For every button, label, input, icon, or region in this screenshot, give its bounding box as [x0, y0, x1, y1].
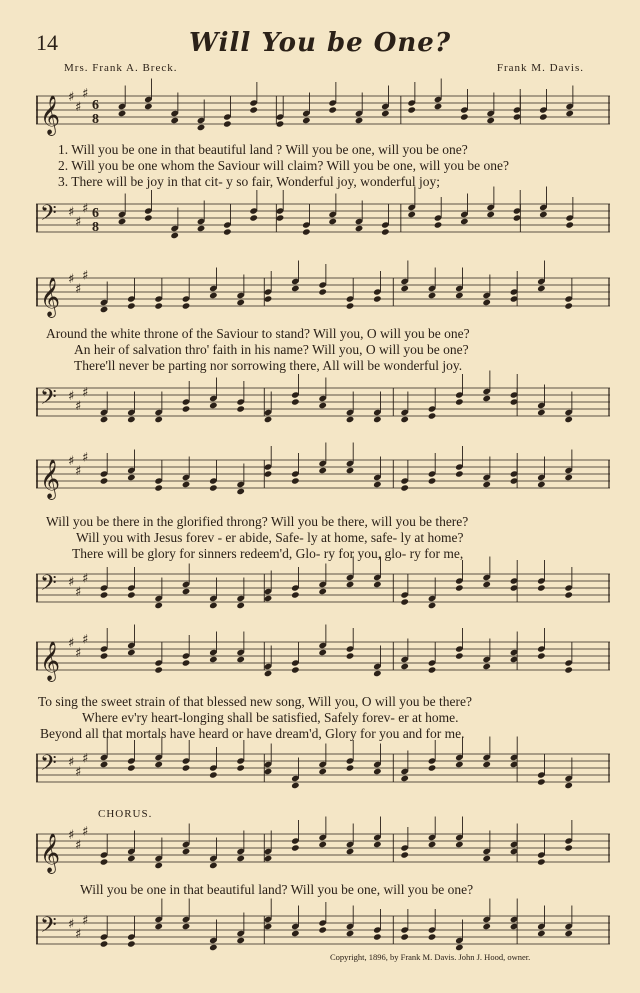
- time-signature-bottom: 8: [92, 112, 99, 127]
- sharp-icon: ♯: [82, 751, 89, 767]
- note-head: [182, 588, 191, 595]
- bass-staff: [36, 566, 612, 610]
- lyric-line-verse-1: 1. Will you be one in that beautiful land ? Will you be one, will you be one?: [58, 142, 468, 157]
- note-head: [455, 470, 464, 477]
- note-head: [346, 652, 355, 659]
- note-head: [182, 659, 191, 666]
- note-head: [302, 117, 311, 124]
- note-head: [264, 670, 273, 677]
- copyright-notice: Copyright, 1896, by Frank M. Davis. John J. Hood, owner.: [330, 952, 531, 962]
- note-head: [346, 930, 355, 937]
- note-head: [482, 581, 491, 588]
- note-head: [373, 295, 382, 302]
- note-head: [291, 477, 300, 484]
- note-head: [209, 771, 218, 778]
- treble-clef-icon: 𝄞: [40, 459, 61, 499]
- note-head: [154, 761, 163, 768]
- note-head: [400, 933, 409, 940]
- note-head: [318, 288, 327, 295]
- treble-clef-icon: 𝄞: [40, 641, 61, 681]
- note-head: [182, 764, 191, 771]
- lyric-line-verse-3: 3. There will be joy in that cit- y so fair, Wonderful joy, wonderful joy;: [58, 174, 441, 189]
- sharp-icon: ♯: [82, 632, 89, 648]
- note-head: [154, 484, 163, 491]
- sharp-icon: ♯: [68, 828, 75, 843]
- note-head: [460, 113, 469, 120]
- note-head: [346, 848, 355, 855]
- sharp-icon: ♯: [68, 917, 75, 932]
- note-head: [264, 768, 273, 775]
- note-head: [564, 782, 573, 789]
- sharp-icon: ♯: [82, 824, 89, 840]
- sharp-icon: ♯: [75, 646, 82, 661]
- note-head: [428, 477, 437, 484]
- time-signature-top: 6: [92, 206, 99, 221]
- note-head: [486, 211, 495, 218]
- note-head: [434, 221, 443, 228]
- note-head: [537, 409, 546, 416]
- note-head: [537, 481, 546, 488]
- treble-staff: [36, 268, 612, 317]
- note-head: [482, 923, 491, 930]
- lyric-line-verse-2: An heir of salvation thro' faith in his name? Will you, O will you be one?: [74, 342, 469, 357]
- note-head: [100, 761, 109, 768]
- note-head: [400, 663, 409, 670]
- note-head: [537, 778, 546, 785]
- note-head: [209, 862, 218, 869]
- note-head: [455, 292, 464, 299]
- note-head: [428, 841, 437, 848]
- sharp-icon: ♯: [68, 755, 75, 770]
- note-head: [564, 416, 573, 423]
- note-head: [482, 299, 491, 306]
- note-head: [264, 416, 273, 423]
- note-head: [264, 470, 273, 477]
- note-head: [564, 591, 573, 598]
- note-head: [236, 488, 245, 495]
- note-head: [236, 764, 245, 771]
- note-head: [455, 841, 464, 848]
- note-head: [264, 923, 273, 930]
- note-head: [236, 855, 245, 862]
- note-head: [537, 285, 546, 292]
- note-head: [264, 295, 273, 302]
- note-head: [537, 858, 546, 865]
- note-head: [455, 398, 464, 405]
- treble-clef-icon: 𝄞: [40, 95, 61, 135]
- note-head: [428, 933, 437, 940]
- note-head: [373, 581, 382, 588]
- sharp-icon: ♯: [68, 575, 75, 590]
- note-head: [291, 285, 300, 292]
- note-head: [127, 649, 136, 656]
- note-head: [428, 602, 437, 609]
- sharp-icon: ♯: [75, 399, 82, 414]
- lyric-line-verse-2: Where ev'ry heart-longing shall be satisfied, Safely forev- er at home.: [82, 710, 459, 725]
- note-head: [209, 292, 218, 299]
- bass-staff: [36, 746, 612, 790]
- note-head: [455, 584, 464, 591]
- note-head: [482, 761, 491, 768]
- note-head: [428, 292, 437, 299]
- note-head: [318, 588, 327, 595]
- music-system-3: [36, 444, 612, 604]
- note-head: [182, 848, 191, 855]
- note-head: [127, 474, 136, 481]
- note-head: [209, 602, 218, 609]
- page-number: 14: [36, 30, 58, 55]
- note-head: [209, 656, 218, 663]
- note-head: [223, 120, 232, 127]
- note-head: [236, 405, 245, 412]
- note-head: [400, 598, 409, 605]
- sharp-icon: ♯: [82, 913, 89, 929]
- note-head: [170, 232, 179, 239]
- note-head: [328, 218, 337, 225]
- note-head: [100, 306, 109, 313]
- note-head: [209, 944, 218, 951]
- note-head: [564, 474, 573, 481]
- note-head: [486, 117, 495, 124]
- note-head: [328, 106, 337, 113]
- note-head: [182, 302, 191, 309]
- note-head: [373, 416, 382, 423]
- note-head: [264, 595, 273, 602]
- note-head: [318, 926, 327, 933]
- lyricist-credit: Mrs. Frank A. Breck.: [64, 62, 178, 74]
- note-head: [346, 467, 355, 474]
- sharp-icon: ♯: [82, 201, 89, 217]
- sharp-icon: ♯: [75, 927, 82, 942]
- note-head: [355, 225, 364, 232]
- note-head: [127, 855, 136, 862]
- treble-clef-icon: 𝄞: [40, 833, 61, 873]
- note-head: [276, 120, 285, 127]
- sharp-icon: ♯: [68, 90, 75, 105]
- note-head: [291, 930, 300, 937]
- note-head: [400, 775, 409, 782]
- lyric-line-verse-1: Around the white throne of the Saviour to stand? Will you, O will you be one?: [46, 326, 470, 341]
- sharp-icon: ♯: [68, 272, 75, 287]
- note-head: [373, 481, 382, 488]
- bass-clef-icon: 𝄢: [40, 201, 57, 231]
- note-head: [400, 285, 409, 292]
- lyric-line-verse-2: Will you with Jesus forev - er abide, Safe- ly at home, safe- ly at home?: [76, 530, 464, 545]
- note-head: [428, 666, 437, 673]
- note-head: [346, 302, 355, 309]
- note-head: [564, 666, 573, 673]
- lyric-line-verse-3: Beyond all that mortals have heard or have dream'd, Glory for you and for me.: [40, 726, 465, 741]
- note-head: [455, 944, 464, 951]
- note-head: [318, 841, 327, 848]
- note-head: [236, 656, 245, 663]
- note-head: [170, 117, 179, 124]
- note-head: [482, 481, 491, 488]
- hymn-title: Will You be One?: [188, 28, 452, 58]
- note-head: [565, 221, 574, 228]
- sharp-icon: ♯: [75, 215, 82, 230]
- note-head: [100, 591, 109, 598]
- note-head: [127, 591, 136, 598]
- sharp-icon: ♯: [68, 389, 75, 404]
- note-head: [100, 477, 109, 484]
- note-head: [291, 666, 300, 673]
- note-head: [564, 844, 573, 851]
- note-head: [355, 117, 364, 124]
- note-head: [302, 228, 311, 235]
- note-head: [100, 858, 109, 865]
- sharp-icon: ♯: [82, 385, 89, 401]
- sharp-icon: ♯: [68, 205, 75, 220]
- note-head: [407, 106, 416, 113]
- note-head: [482, 663, 491, 670]
- note-head: [407, 211, 416, 218]
- note-head: [537, 930, 546, 937]
- note-head: [276, 214, 285, 221]
- treble-staff: [36, 450, 612, 499]
- note-head: [182, 405, 191, 412]
- note-head: [182, 481, 191, 488]
- note-head: [100, 940, 109, 947]
- note-head: [564, 302, 573, 309]
- music-system-chorus: [36, 818, 612, 958]
- note-head: [209, 402, 218, 409]
- note-head: [118, 110, 127, 117]
- note-head: [537, 584, 546, 591]
- music-system-2: [36, 262, 612, 422]
- composer-credit: Frank M. Davis.: [496, 62, 584, 74]
- lyric-line-chorus: Will you be one in that beautiful land? Will you be one, will you be one?: [80, 882, 474, 897]
- note-head: [144, 103, 153, 110]
- note-head: [564, 930, 573, 937]
- note-head: [154, 416, 163, 423]
- note-head: [127, 416, 136, 423]
- note-head: [154, 862, 163, 869]
- note-head: [539, 113, 548, 120]
- note-head: [537, 652, 546, 659]
- note-head: [291, 398, 300, 405]
- sharp-icon: ♯: [82, 86, 89, 102]
- note-head: [460, 218, 469, 225]
- note-head: [373, 768, 382, 775]
- note-head: [428, 764, 437, 771]
- sharp-icon: ♯: [82, 268, 89, 284]
- note-head: [455, 761, 464, 768]
- note-head: [455, 652, 464, 659]
- note-head: [318, 768, 327, 775]
- note-head: [400, 416, 409, 423]
- note-head: [373, 670, 382, 677]
- lyrics-block: [36, 882, 612, 898]
- note-head: [291, 844, 300, 851]
- note-head: [400, 484, 409, 491]
- bass-staff: [36, 196, 612, 240]
- note-head: [154, 666, 163, 673]
- note-head: [428, 412, 437, 419]
- sharp-icon: ♯: [82, 571, 89, 587]
- note-head: [381, 228, 390, 235]
- lyric-line-verse-3: There'll never be parting nor sorrowing there, All will be wonderful joy.: [74, 358, 463, 373]
- note-head: [482, 395, 491, 402]
- note-head: [154, 302, 163, 309]
- note-head: [182, 923, 191, 930]
- note-head: [318, 402, 327, 409]
- note-head: [127, 302, 136, 309]
- note-head: [144, 214, 153, 221]
- lyrics-block: [36, 326, 612, 374]
- note-head: [565, 110, 574, 117]
- music-system-1: [36, 80, 612, 240]
- note-head: [100, 416, 109, 423]
- treble-clef-icon: 𝄞: [40, 277, 61, 317]
- note-head: [381, 110, 390, 117]
- lyrics-block: [36, 514, 612, 562]
- treble-staff: [36, 632, 612, 681]
- note-head: [236, 602, 245, 609]
- note-head: [373, 933, 382, 940]
- note-head: [127, 764, 136, 771]
- note-head: [434, 103, 443, 110]
- sharp-icon: ♯: [75, 100, 82, 115]
- bass-staff: [36, 380, 612, 424]
- note-head: [400, 851, 409, 858]
- bass-clef-icon: 𝄢: [40, 571, 57, 601]
- music-system-4: [36, 626, 612, 786]
- bass-staff: [36, 908, 612, 952]
- note-head: [318, 649, 327, 656]
- sharp-icon: ♯: [82, 450, 89, 466]
- bass-clef-icon: 𝄢: [40, 385, 57, 415]
- note-head: [539, 211, 548, 218]
- note-head: [197, 124, 206, 131]
- sharp-icon: ♯: [75, 282, 82, 297]
- note-head: [127, 940, 136, 947]
- note-head: [209, 484, 218, 491]
- sharp-icon: ♯: [75, 765, 82, 780]
- note-head: [118, 218, 127, 225]
- sharp-icon: ♯: [75, 585, 82, 600]
- note-head: [100, 652, 109, 659]
- sharp-icon: ♯: [75, 838, 82, 853]
- note-head: [249, 106, 258, 113]
- note-head: [197, 225, 206, 232]
- note-head: [264, 855, 273, 862]
- sharp-icon: ♯: [75, 464, 82, 479]
- note-head: [291, 591, 300, 598]
- chorus-label: CHORUS.: [98, 808, 153, 820]
- note-head: [154, 602, 163, 609]
- note-head: [154, 923, 163, 930]
- treble-staff: [36, 86, 612, 135]
- lyrics-block: [36, 694, 612, 742]
- note-head: [318, 467, 327, 474]
- note-head: [482, 855, 491, 862]
- treble-staff: [36, 824, 612, 873]
- note-head: [236, 937, 245, 944]
- note-head: [249, 214, 258, 221]
- note-head: [291, 782, 300, 789]
- bass-clef-icon: 𝄢: [40, 913, 57, 943]
- lyric-line-verse-3: There will be glory for sinners redeem'd, Glo- ry for you, glo- ry for me,: [72, 546, 464, 561]
- note-head: [223, 228, 232, 235]
- time-signature-bottom: 8: [92, 220, 99, 235]
- bass-clef-icon: 𝄢: [40, 751, 57, 781]
- sharp-icon: ♯: [68, 454, 75, 469]
- note-head: [236, 299, 245, 306]
- lyrics-block: [36, 142, 612, 190]
- note-head: [346, 581, 355, 588]
- time-signature-top: 6: [92, 98, 99, 113]
- note-head: [346, 764, 355, 771]
- lyric-line-verse-2: 2. Will you be one whom the Saviour will claim? Will you be one, will you be one?: [58, 158, 509, 173]
- note-head: [346, 416, 355, 423]
- sharp-icon: ♯: [68, 636, 75, 651]
- note-head: [373, 841, 382, 848]
- lyric-line-verse-1: To sing the sweet strain of that blessed new song, Will you, O will you be there?: [38, 694, 472, 709]
- lyric-line-verse-1: Will you be there in the glorified throng? Will you be there, will you be there?: [46, 514, 469, 529]
